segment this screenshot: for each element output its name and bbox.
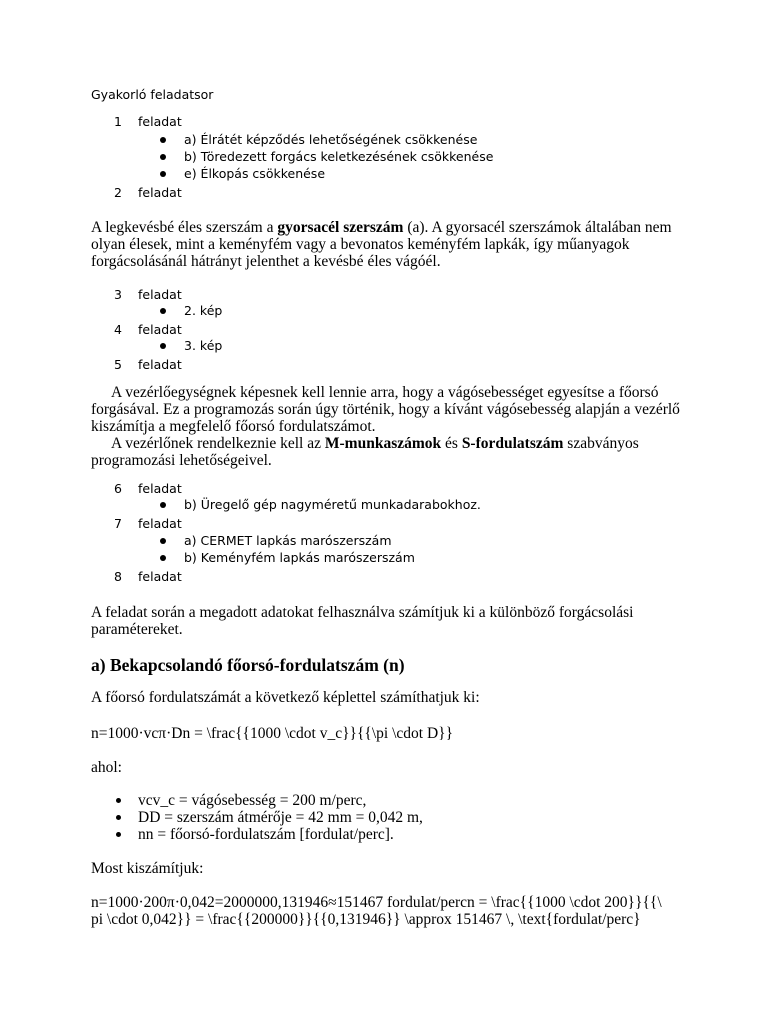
computation-line-1: n=1000·200π·0,042=2000000,131946≈151467 fordulat/percn = \frac{{1000 \cdot 200}}{{\ xyxy=(91,894,662,911)
bullet-icon xyxy=(160,308,166,314)
bullet-icon xyxy=(160,137,166,143)
text-span: szabványos programozási lehetőségeivel. xyxy=(91,435,639,469)
task-label: feladat xyxy=(138,569,182,584)
bullet-icon xyxy=(160,502,166,508)
definition-item: DD = szerszám átmérője = 42 mm = 0,042 m, xyxy=(138,809,423,826)
task-5-answer-paragraph-2 xyxy=(91,435,691,469)
answer-item: a) Élrátét képződés lehetőségének csökkenése xyxy=(184,132,478,147)
task-label: feladat xyxy=(138,287,182,302)
bold-term: S-fordulatszám xyxy=(461,435,564,452)
answer-item: b) Töredezett forgács keletkezésének csökkenése xyxy=(184,149,494,164)
bold-term: gyorsacél szerszám xyxy=(277,219,404,236)
answer-item: e) Élkopás csökkenése xyxy=(184,166,326,181)
bullet-icon xyxy=(160,154,166,160)
computation-line-2: pi \cdot 0,042}} = \frac{{200000}}{{0,131946}} \approx 151467 \, \text{fordulat/perc} xyxy=(91,911,641,928)
task-2-answer-paragraph xyxy=(91,219,691,270)
text-span: A legkevésbé éles szerszám a xyxy=(91,219,278,236)
bullet-icon xyxy=(160,538,166,544)
document-title: Gyakorló feladatsor xyxy=(91,87,214,102)
compute-intro: Most kiszámítjuk: xyxy=(91,860,204,877)
bullet-icon xyxy=(116,832,121,837)
bullet-icon xyxy=(160,555,166,561)
task-number: 2 xyxy=(114,185,122,200)
answer-item: b) Üregelő gép nagyméretű munkadarabokhoz. xyxy=(184,497,481,512)
task-label: feladat xyxy=(138,357,182,372)
task-number: 5 xyxy=(114,357,122,372)
bullet-icon xyxy=(160,343,166,349)
task-number: 1 xyxy=(114,114,122,129)
formula: n=1000·vcπ·Dn = \frac{{1000 \cdot v_c}}{{\pi \cdot D}} xyxy=(91,725,454,742)
task-number: 8 xyxy=(114,569,122,584)
bullet-icon xyxy=(116,798,121,803)
answer-item: b) Keményfém lapkás marószerszám xyxy=(184,550,415,565)
task-label: feladat xyxy=(138,185,182,200)
task-number: 3 xyxy=(114,287,122,302)
answer-item: a) CERMET lapkás marószerszám xyxy=(184,533,392,548)
section-heading: a) Bekapcsolandó főorsó-fordulatszám (n) xyxy=(91,655,405,675)
task-label: feladat xyxy=(138,114,182,129)
text-span: és xyxy=(441,435,462,452)
task-8-intro-paragraph: A feladat során a megadott adatokat felhasználva számítjuk ki a különböző forgácsolási paramétereket. xyxy=(91,604,634,638)
task-label: feladat xyxy=(138,322,182,337)
text-span: (a). A gyorsacél szerszámok általában nem olyan élesek, mint a keményfém vagy a bevonatos keményfém lapkák, így műanyagok forgácsolásánál hátrányt jelenthet a kevésbé éles vágóél. xyxy=(91,219,672,270)
bullet-icon xyxy=(160,171,166,177)
ahol-label: ahol: xyxy=(91,759,122,776)
task-label: feladat xyxy=(138,516,182,531)
bold-term: M-munkaszámok xyxy=(324,435,442,452)
text-span: A vezérlőnek rendelkeznie kell az xyxy=(111,435,325,452)
task-label: feladat xyxy=(138,481,182,496)
definition-item: vcv_c = vágósebesség = 200 m/perc, xyxy=(138,792,367,809)
task-number: 6 xyxy=(114,481,122,496)
formula-intro: A főorsó fordulatszámát a következő képlettel számíthatjuk ki: xyxy=(91,689,480,706)
task-5-answer-paragraph-1: A vezérlőegységnek képesnek kell lennie arra, hogy a vágósebességet egyesítse a főorsó forgásával. Ez a programozás során úgy történik, hogy a kívánt vágósebesség alapján a vezérlő kiszámítja a megfelelő főorsó fordulatszámot. xyxy=(91,384,680,435)
task-number: 7 xyxy=(114,516,122,531)
answer-item: 3. kép xyxy=(184,338,223,353)
definition-item: nn = főorsó-fordulatszám [fordulat/perc]. xyxy=(138,826,394,843)
bullet-icon xyxy=(116,815,121,820)
answer-item: 2. kép xyxy=(184,303,223,318)
task-number: 4 xyxy=(114,322,122,337)
